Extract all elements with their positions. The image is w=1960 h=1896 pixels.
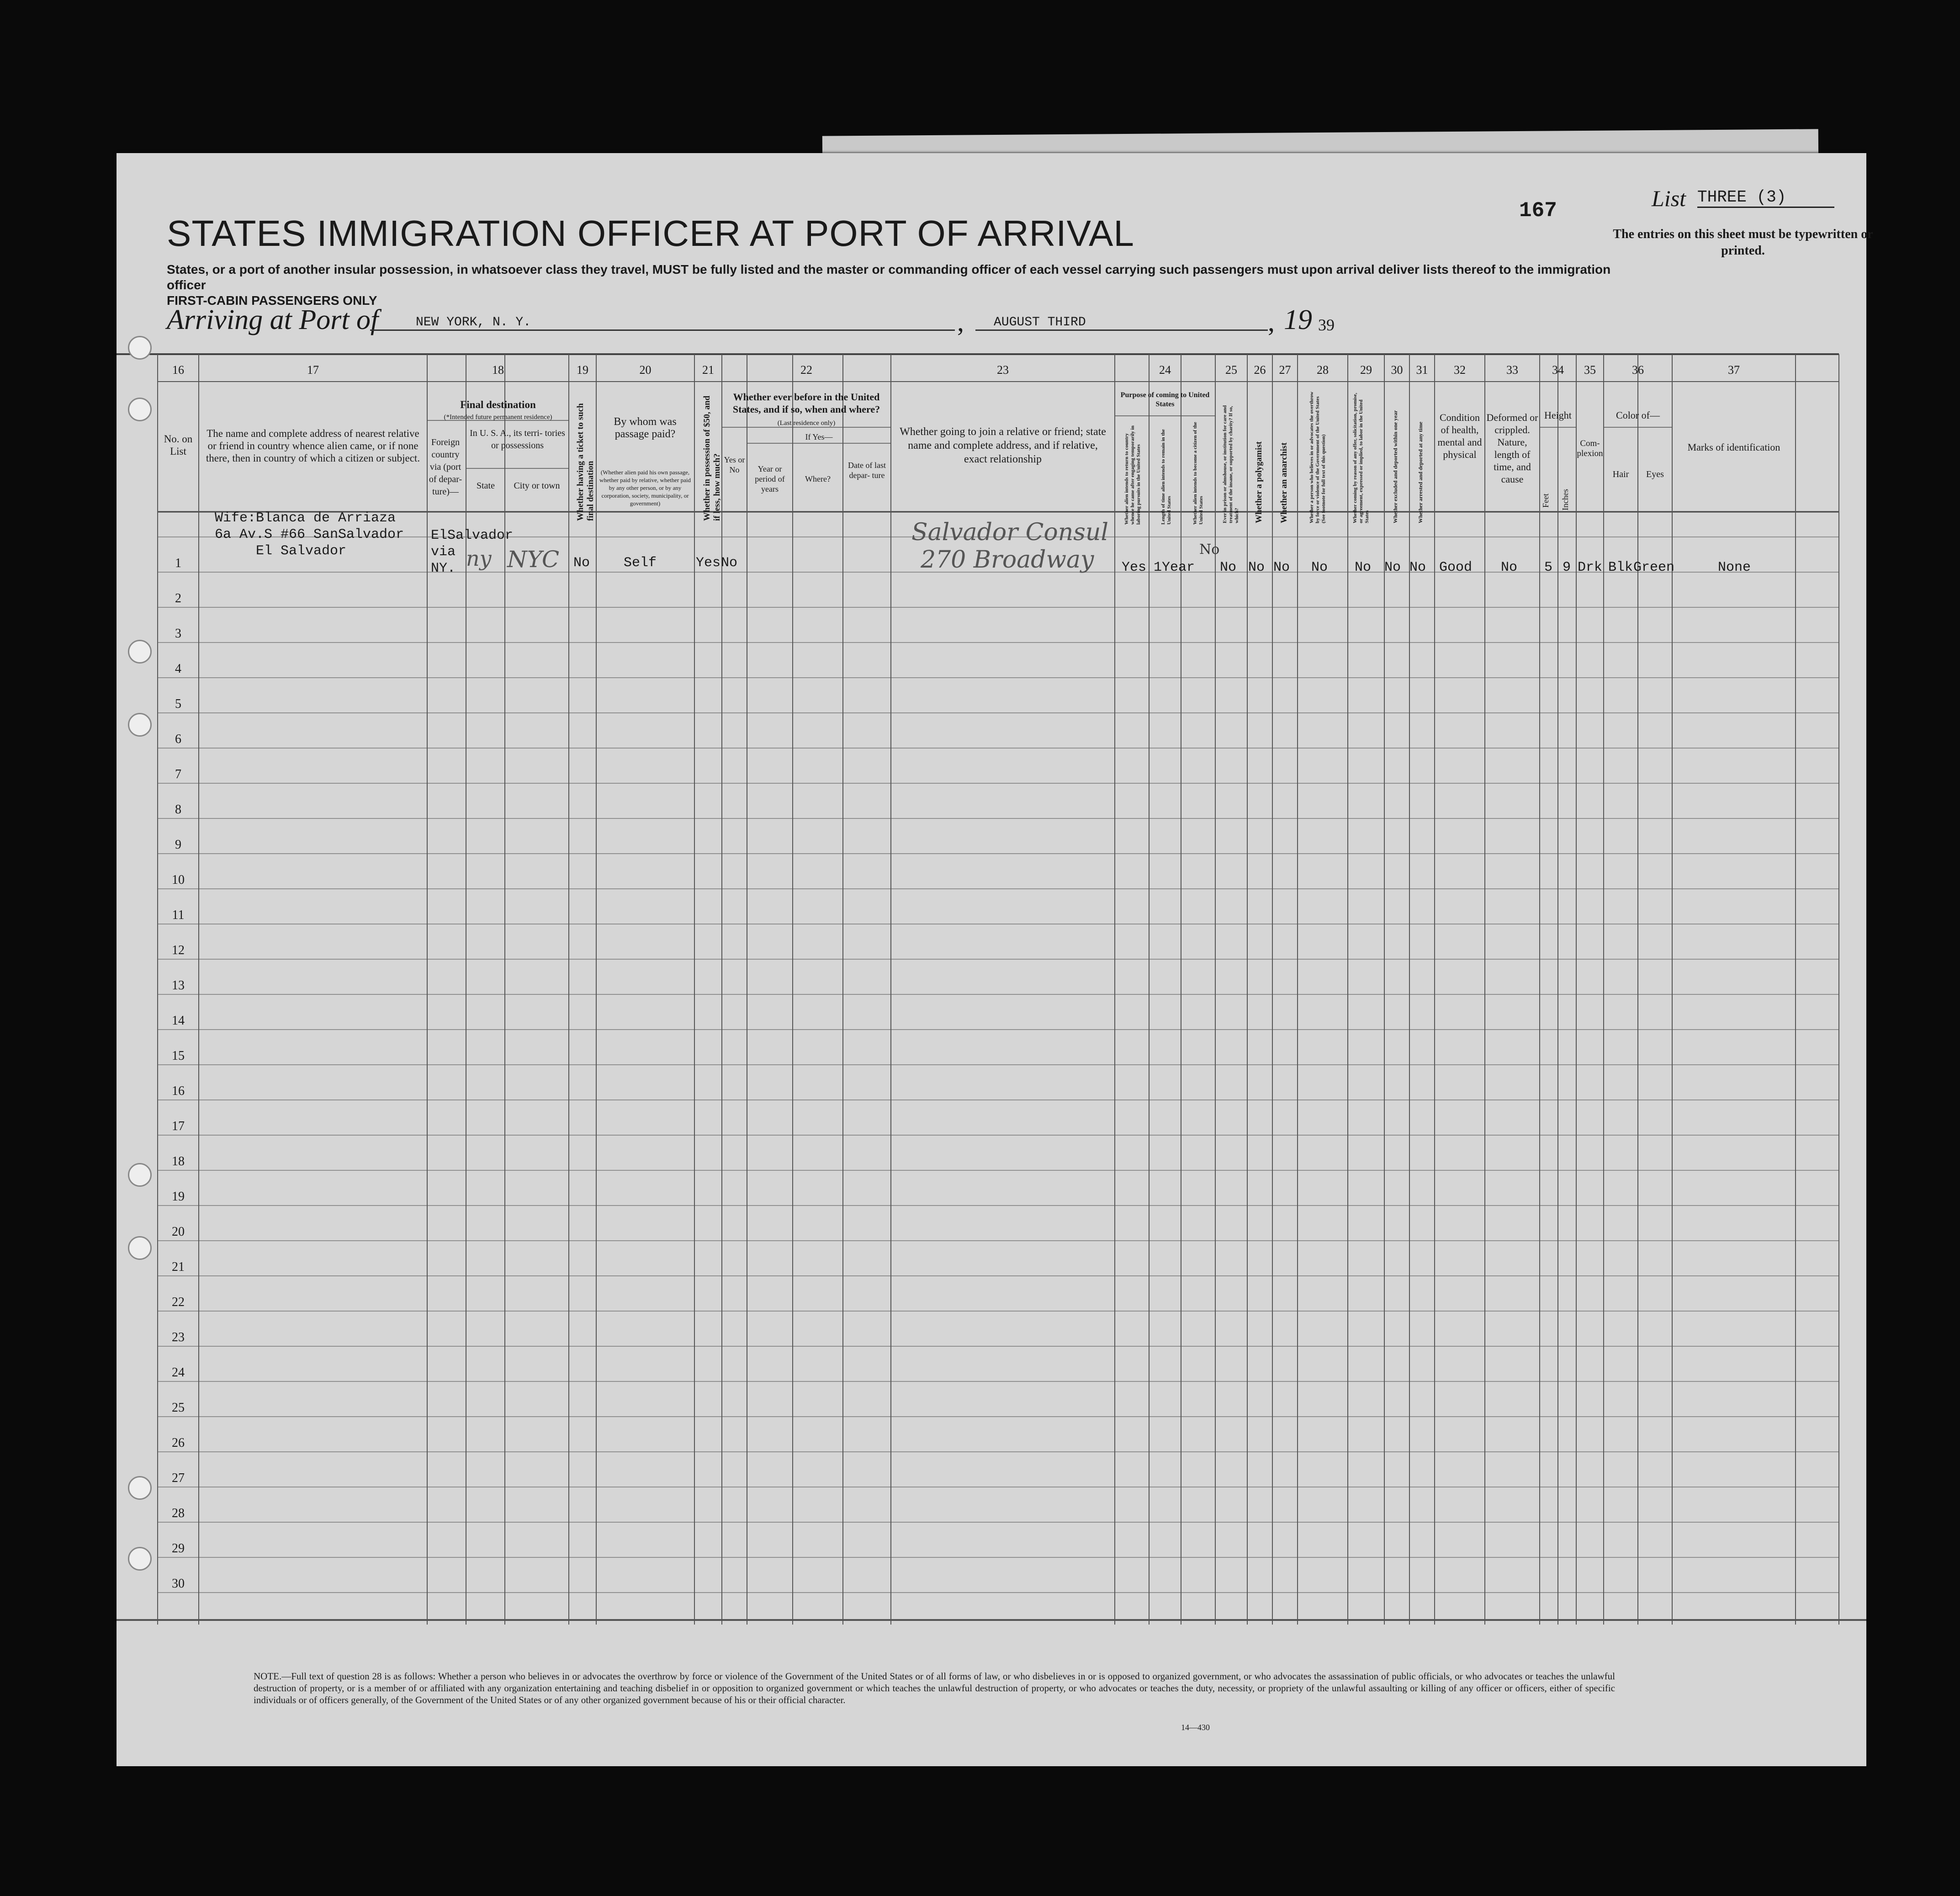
punch-hole: [128, 1476, 152, 1500]
header-possession-50: Whether in possession of $50, and if less, how much?: [702, 395, 722, 521]
header-ticket: Whether having a ticket to such final destination: [576, 403, 595, 521]
punch-hole: [128, 1236, 152, 1260]
year-prefix: 19: [1284, 304, 1312, 335]
entry-hair: Blk: [1608, 560, 1633, 575]
header-marks: Marks of identification: [1687, 441, 1780, 453]
entry-excluded: No: [1384, 560, 1401, 575]
entry-ever-before: No: [721, 555, 738, 571]
form-subtitle: [167, 262, 1629, 308]
row-number: 23: [172, 1330, 185, 1344]
separator-comma: ,: [957, 307, 964, 337]
header-condition: Condition of health, mental and physical: [1437, 412, 1482, 460]
row-number: 3: [175, 627, 181, 641]
row-number: 12: [172, 943, 185, 957]
header-purpose-b: Length of time alien intends to remain in the United States: [1160, 429, 1172, 525]
row-number: 10: [172, 873, 185, 887]
header-polygamist: Whether a polygamist: [1254, 441, 1264, 523]
header-overthrow: Whether a person who believes in or advocates the overthrow by force or violence of the Government of the United States (See footnote for full text of this question): [1309, 391, 1326, 523]
column-number: 25: [1225, 363, 1237, 377]
column-number: 16: [172, 363, 184, 377]
row-number: 21: [172, 1260, 185, 1274]
row-number: 4: [175, 662, 181, 676]
header-in-usa: In U. S. A., its terri- tories or possessions: [470, 428, 565, 451]
row-number: 15: [172, 1049, 185, 1063]
header-anarchist: Whether an anarchist: [1279, 442, 1289, 523]
header-purpose-c: Whether alien intends to become a citizen of the United States: [1192, 422, 1204, 525]
header-join-relative: Whether going to join a relative or friend; state name and complete address, and if relative, exact relationship: [900, 426, 1106, 465]
header-coming-by-reason: Whether coming by reason of any offer, solicitation, promise, or agreement, expressed or implied, to labor in the United States: [1352, 393, 1370, 523]
column-number: 22: [800, 363, 812, 377]
column-number: 31: [1416, 363, 1428, 377]
arrival-date-field: AUGUST THIRD: [975, 315, 1268, 331]
row-number: 14: [172, 1014, 185, 1028]
header-foreign-country: Foreign country via (port of depar- ture)—: [429, 437, 462, 497]
arriving-label: Arriving at Port of: [167, 304, 379, 335]
entry-height-inches: 9: [1563, 560, 1571, 575]
header-final-destination: Final destination: [460, 399, 536, 410]
entry-purpose-return: Yes: [1122, 560, 1147, 575]
header-where: Where?: [805, 474, 831, 483]
row-number: 9: [175, 838, 181, 852]
row-number: 8: [175, 802, 181, 817]
entry-relative-line-3: El Salvador: [256, 543, 347, 559]
header-final-destination-note: (*Intended future permanent residence): [444, 414, 552, 421]
header-complexion: Com- plexion: [1577, 439, 1603, 458]
header-feet: Feet: [1541, 494, 1550, 508]
column-number: 37: [1728, 363, 1740, 377]
header-date-last-departure: Date of last depar- ture: [848, 461, 886, 480]
column-number: 27: [1279, 363, 1291, 377]
entry-foreign-country-line-3: NY.: [431, 561, 456, 576]
entry-purpose-citizen: No: [1199, 542, 1220, 558]
header-passage-paid-note: (Whether alien paid his own passage, whether paid by relative, whether paid by any other person, or by any corporation, society, municipality, or government): [599, 469, 691, 507]
header-city-or-town: City or town: [514, 481, 560, 491]
row-number: 16: [172, 1084, 185, 1098]
entry-coming-by-reason: No: [1355, 560, 1372, 575]
row-number: 27: [172, 1471, 185, 1485]
row-number: 30: [172, 1577, 185, 1591]
entry-purpose-length: 1Year: [1154, 560, 1195, 575]
row-number: 1: [175, 556, 181, 570]
punch-hole: [128, 398, 152, 421]
header-state: State: [477, 481, 495, 491]
header-ever-before: Whether ever before in the United States, and if so, when and where?: [732, 391, 880, 415]
header-excluded: Whether excluded and deported within one year: [1392, 410, 1398, 523]
entry-foreign-country-line-1: ElSalvador: [431, 528, 514, 543]
entry-foreign-country-line-2: via: [431, 544, 456, 560]
header-no-on-list: No. on List: [164, 433, 193, 457]
column-number: 30: [1391, 363, 1403, 377]
subtitle-line-1: States, or a port of another insular possession, in whatsoever class they travel, MUST be fully listed and the master or commanding officer of each vessel carrying such passengers must upon arrival deliver lists thereof to the immigration officer: [167, 262, 1611, 292]
row-number: 7: [175, 767, 181, 781]
header-inches: Inches: [1561, 489, 1570, 510]
punch-hole: [128, 640, 152, 664]
row-number: 19: [172, 1190, 185, 1204]
form-code: 14—430: [1181, 1723, 1210, 1732]
column-number: 19: [577, 363, 588, 377]
column-number: 28: [1317, 363, 1329, 377]
column-number: 17: [307, 363, 319, 377]
column-number: 18: [492, 363, 504, 377]
punch-hole: [128, 1163, 152, 1187]
column-number: 36: [1632, 363, 1644, 377]
entry-arrested: No: [1409, 560, 1426, 575]
column-number: 20: [639, 363, 652, 377]
entry-relative-line-2: 6a Av.S #66 SanSalvador: [215, 527, 404, 542]
row-number: 18: [172, 1154, 185, 1168]
entry-relative-line-1: Wife:Blanca de Arriaza: [215, 510, 396, 526]
punch-hole: [128, 336, 152, 360]
header-deformed: Deformed or crippled. Nature, length of time, and cause: [1486, 412, 1538, 485]
row-number: 24: [172, 1365, 185, 1380]
footnote-question-28: NOTE.—Full text of question 28 is as follows: Whether a person who believes in or advocates the overthrow by force or violence of the Government of the United States or of all forms of law, or who disbelieves in or is opposed to organized government, or who advocates the assassination of public officials, or who advocates or teaches the unlawful destruction of property, or is a member of or affiliated with any organization entertaining and teaching disbelief in or opposition to organized government or which teaches the unlawful destruction of property, or who advocates or teaches the duty, necessity, or propriety of the unlawful assaulting or killing of any officer or officers, either of specific individuals or of officers generally, of the Government of the United States or of any other organized government because of his or their official character.: [254, 1671, 1615, 1705]
entry-possession-50: Yes: [696, 555, 721, 571]
header-passage-paid: By whom was passage paid?: [614, 416, 677, 440]
header-prison: Ever in prison or almshouse, or institution for care and treatment of the insane, or supported by charity? If so, which?: [1222, 405, 1240, 523]
row-number: 26: [172, 1436, 185, 1450]
column-number: 35: [1584, 363, 1596, 377]
column-number: 34: [1552, 363, 1564, 377]
row-number: 13: [172, 978, 185, 993]
column-number: 23: [997, 363, 1009, 377]
entry-complexion: Drk: [1578, 560, 1603, 575]
entry-deformed: No: [1501, 560, 1518, 575]
manifest-grid-lines: [117, 153, 1866, 1766]
entry-join-relative-line-1: Salvador Consul: [911, 519, 1109, 546]
page-number: 167: [1519, 199, 1557, 223]
header-purpose: Purpose of coming to United States: [1120, 391, 1210, 408]
header-color-of: Color of—: [1616, 409, 1660, 421]
row-number: 2: [175, 591, 181, 605]
row-number: 17: [172, 1119, 185, 1133]
header-hair: Hair: [1612, 469, 1629, 479]
column-number: 26: [1254, 363, 1266, 377]
header-arrested: Whether arrested and deported at any time: [1417, 421, 1424, 523]
entry-join-relative-line-2: 270 Broadway: [921, 546, 1094, 574]
entry-city-handwritten: NYC: [507, 546, 560, 573]
entry-overthrow: No: [1311, 560, 1328, 575]
row-number: 5: [175, 697, 181, 711]
port-field: NEW YORK, N. Y.: [370, 315, 955, 331]
row-number: 20: [172, 1225, 185, 1239]
list-number-field: THREE (3): [1697, 188, 1834, 208]
entry-eyes: Green: [1633, 560, 1675, 575]
punch-hole: [128, 1547, 152, 1571]
entry-marks: None: [1718, 560, 1751, 575]
header-if-yes: If Yes—: [805, 432, 833, 441]
manifest-sheet: [117, 153, 1873, 1766]
row-number: 22: [172, 1295, 185, 1309]
row-number: 25: [172, 1401, 185, 1415]
entry-anarchist: No: [1273, 560, 1290, 575]
entry-passage-paid: Self: [624, 555, 657, 571]
list-label: List: [1652, 186, 1686, 211]
row-number: 11: [172, 908, 185, 922]
entry-ticket: No: [573, 555, 590, 571]
column-number: 21: [702, 363, 714, 377]
entry-condition: Good: [1439, 560, 1473, 575]
year-suffix: 39: [1318, 316, 1335, 334]
header-eyes: Eyes: [1646, 469, 1664, 479]
header-year-or-period: Year or period of years: [755, 464, 785, 494]
header-purpose-a: Whether alien intends to return to country whence he came after engaging temporarily in laboring pursuits in the United States: [1124, 425, 1141, 525]
separator-comma: ,: [1268, 307, 1275, 337]
header-yes-or-no: Yes or No: [724, 455, 745, 474]
row-number: 28: [172, 1506, 185, 1520]
entry-height-feet: 5: [1544, 560, 1553, 575]
column-number: 29: [1360, 363, 1372, 377]
row-number: 6: [175, 732, 181, 746]
entries-instruction: The entries on this sheet must be typewritten or printed.: [1613, 227, 1873, 258]
entry-state-handwritten: ny: [466, 546, 492, 571]
punch-hole: [128, 713, 152, 737]
row-number: 29: [172, 1541, 185, 1556]
form-title: STATES IMMIGRATION OFFICER AT PORT OF ARRIVAL: [167, 213, 1134, 254]
entry-prison: No: [1220, 560, 1237, 575]
subtitle-line-2: FIRST-CABIN PASSENGERS ONLY: [167, 293, 377, 308]
column-number: 33: [1506, 363, 1518, 377]
header-relative: The name and complete address of nearest relative or friend in country whence alien came, or if none there, then in country of which a citizen or subject.: [206, 428, 420, 464]
column-number: 24: [1159, 363, 1171, 377]
header-height: Height: [1544, 409, 1572, 421]
column-number: 32: [1454, 363, 1466, 377]
entry-polygamist: No: [1248, 560, 1265, 575]
header-ever-before-note: (Last residence only): [777, 420, 836, 427]
